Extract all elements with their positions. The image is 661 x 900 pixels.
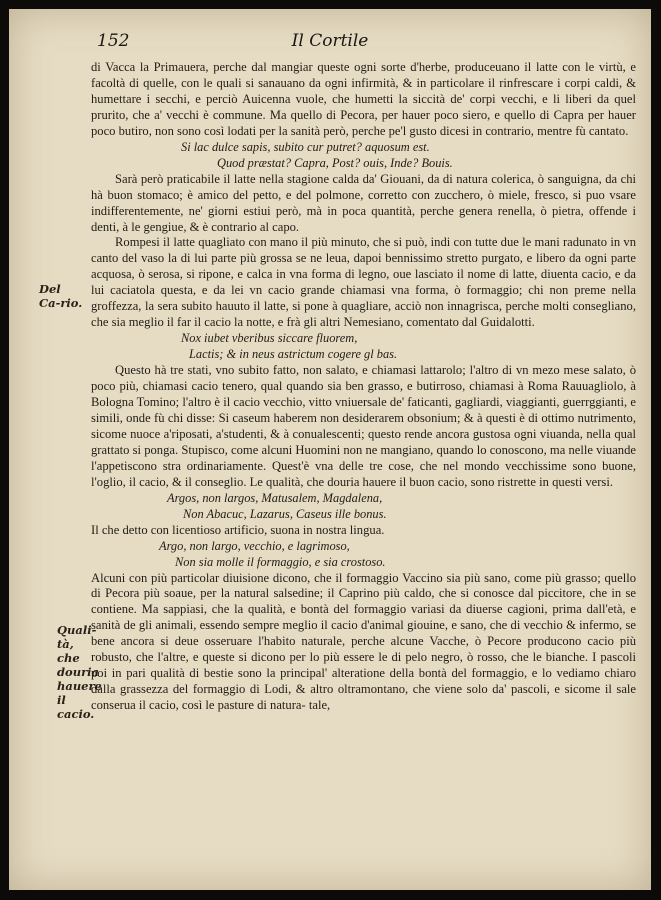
verse-line: Quod præstat? Capra, Post? ouis, Inde? Bouis.: [217, 155, 453, 170]
paragraph-text: Alcuni con più particolar diuisione dicono, che il formaggio Vaccino sia più sano, come più grasso; quello di Pecora più soaue, per la natural salsedine; il Caprino più caldo, che si conosce dal piccitore, che in se contiene. Ma sappiasi, che la qualità, e bontà del formaggio variasi da diuerse cagioni, prima dall'età, e sanità de gli animali, essendo sempre meglio il cacio d'animal giouine, e sano, che di vecchio & infermo, se bene ancora si deue osseruare l'habito naturale, perche alcune Vacche, ò Pecore producono cacio più robusto, che l'altre, e queste si dicono per lo più essere le di pelo negro, ò rosso, che le bianche. I pascoli poi in pari qualità di bestie sono la principal' alteratione della bontà del formaggio, e lo vediamo chiaro dalla grassezza del formaggio di Lodi, & altro oltramontano, che viene solo da' pascoli, e sicome il sale conserua il cacio, così le pasture di natura-: [91, 570, 636, 713]
book-page: [9, 9, 651, 890]
page-header: [9, 31, 651, 55]
verse-line: Argo, non largo, vecchio, e lagrimoso,: [159, 538, 350, 553]
paragraph-translation-intro: Il che detto con licentioso artificio, suona in nostra lingua.: [91, 522, 385, 537]
page-body: [91, 60, 636, 714]
verse-line: Non Abacuc, Lazarus, Caseus ille bonus.: [183, 506, 387, 521]
verse-line: Lactis; & in neus astrictum cogere gl bas.: [189, 347, 398, 362]
running-head: Il Cortile: [291, 31, 369, 51]
verse-line: Non sia molle il formaggio, e sia crostoso.: [175, 554, 386, 569]
catchword: tale,: [308, 698, 331, 713]
paragraph-milk-virtues: di Vacca la Primauera, perche dal mangiar queste ogni sorte d'herbe, produceuano il latte con le virtù, e facoltà di quelle, con le quali si sanauano da ogni infirmità, & in particolare il rinfrescare i corpi caldi, & humettare i secchi, e perciò Auicenna vuole, che humetti la siccità de' corpi vecchi, e li liberi da quel prurito, che a' vecchi è commune. Ma quello di Pecora, per hauer poco siero, e quello di Capra per hauer poco butiro, non sono così lodati per la sanità però, perche pe'l gusto dicesi in contrario, mentre fù cantato.: [91, 60, 636, 138]
paragraph-cheese-states: Questo hà tre stati, vno subito fatto, non salato, e chiamasi lattarolo; l'altro di vn mezo mese salato, ò poco più, chiamasi cacio tenero, qual quando sia ben grasso, e butirroso, chiamasi à Roma Rauuagliolo, à Bologna Tomino; l'altro è il cacio vecchio, vitto vniuersale de' faticanti, gagliardi, viaggianti, guerrggianti, e simili, onde fù chi disse: Si caseum haberem non desiderarem obsonium; & à questi è di ottimo nutrimento, sicome nuoce a'riposati, a'studenti, & à conualescenti; questo rende ancora gustosa ogni viuanda, nella qual grattato si ponga. Stupisco, come alcuni Huomini non ne mangiano, quando lo conoscono, ma nelle viuande l'appetiscono stra ordinariamente. Quest'è vna delle tre cose, che nel mondo vecchissime sono buone, l'oglio, il cacio, & il conseglio. Le qualità, che douria hauere il buon cacio, sono ristrette in questi versi.: [91, 363, 636, 489]
verse-line: Si lac dulce sapis, subito cur putret? aquosum est.: [181, 139, 430, 154]
paragraph-milk-usage: Sarà però praticabile il latte nella stagione calda da' Giouani, da di natura colerica, ò sanguigna, da chi hà buon stomaco; è amico del petto, e del polmone, corretto con zucchero, ò miele, fresco, si puo vsare indifferentemente, ne' giorni estiui però, mà in poca quantità, perche genera renella, ò pietra, offende i denti, à le gengiue, & è contrario al capo.: [91, 171, 636, 234]
paragraph-cheese-qualities: [91, 571, 636, 715]
paragraph-cheese-making: Rompesi il latte quagliato con mano il più minuto, che si può, indi con tutte due le mani radunato in vn canto del vaso la di lui parte più grossa se ne leua, dapoi bennissimo stretto purgato, e libero da ogni parte acquosa, ò serosa, si ripone, e calca in vna forma di legno, oue lasciato il nome di latte, diuenta cacio, e da lui caciatola questa, e da lei vn cacio grande chiamasi vna forma, ò formaggio; chi non preme nella groffezza, la sera subito hauuto il latte, si pone à quagliare, acciò non innagrisca, perche molti consegliano, che sia meglio il far il cacio la notte, e frà gli altri Nemesiano, comentato dal Guidalotti.: [91, 235, 636, 330]
verse-line: Argos, non largos, Matusalem, Magdalena,: [167, 490, 383, 505]
verse-line: Nox iubet vberibus siccare fluorem,: [181, 331, 358, 346]
page-number: 152: [97, 31, 130, 51]
margin-note-qualita: Quali-tà, che douria hauere il cacio.: [57, 623, 102, 721]
margin-note-cacio: Del Ca-rio.: [39, 282, 83, 310]
